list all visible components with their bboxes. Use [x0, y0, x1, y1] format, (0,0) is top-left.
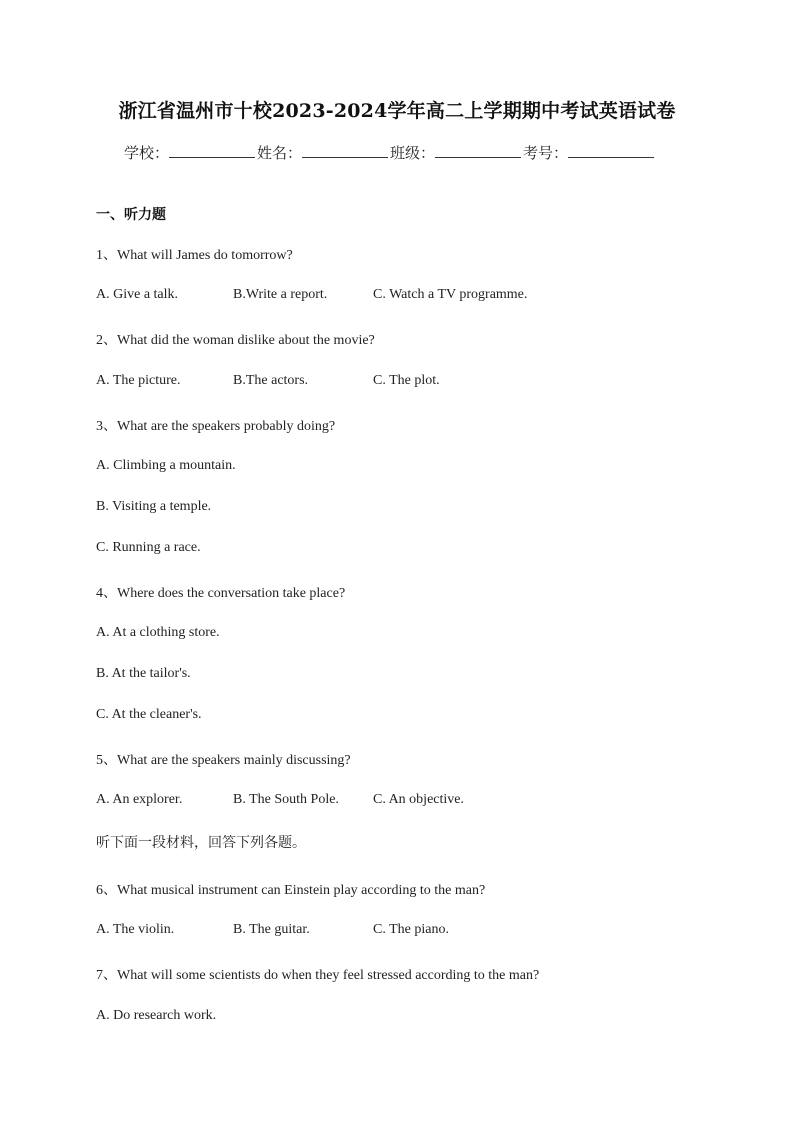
question-5: 5、What are the speakers mainly discussing? [96, 753, 351, 768]
q1-option-b: B.Write a report. [233, 287, 328, 302]
q1-option-c: C. Watch a TV programme. [373, 287, 528, 302]
q7-option-a: A. Do research work. [96, 1008, 217, 1023]
exam-number-field [523, 142, 656, 163]
class-blank [435, 143, 521, 158]
q2-option-b: B.The actors. [233, 373, 309, 388]
q3-option-c: C. Running a race. [96, 540, 201, 555]
q2-option-a: A. The picture. [96, 373, 181, 388]
page-title: 浙江省温州市十校2023-2024学年高二上学期期中考试英语试卷 [118, 100, 676, 122]
q3-option-b: B. Visiting a temple. [96, 499, 212, 514]
name-field [257, 142, 390, 163]
school-field [124, 142, 257, 163]
class-label: 班级： [390, 144, 436, 162]
question-1: 1、What will James do tomorrow? [96, 248, 293, 263]
question-3: 3、What are the speakers probably doing? [96, 419, 336, 434]
question-6: 6、What musical instrument can Einstein play according to the man? [96, 883, 486, 898]
exam-number-blank [568, 143, 654, 158]
name-blank [302, 143, 388, 158]
q6-option-b: B. The guitar. [233, 922, 310, 937]
q2-option-c: C. The plot. [373, 373, 440, 388]
question-7: 7、What will some scientists do when they feel stressed according to the man? [96, 968, 540, 983]
q5-option-a: A. An explorer. [96, 792, 183, 807]
listening-instruction: 听下面一段材料，回答下列各题。 [96, 835, 306, 851]
q6-option-c: C. The piano. [373, 922, 449, 937]
q3-option-a: A. Climbing a mountain. [96, 458, 236, 473]
class-field [390, 142, 523, 163]
q6-option-a: A. The violin. [96, 922, 175, 937]
q4-option-a: A. At a clothing store. [96, 625, 220, 640]
exam-number-label: 考号： [523, 144, 569, 162]
student-info-row [124, 142, 656, 163]
question-4: 4、Where does the conversation take place? [96, 586, 346, 601]
section-heading: 一、听力题 [96, 207, 166, 223]
q5-option-c: C. An objective. [373, 792, 464, 807]
q4-option-c: C. At the cleaner's. [96, 707, 202, 722]
q5-option-b: B. The South Pole. [233, 792, 339, 807]
q1-option-a: A. Give a talk. [96, 287, 179, 302]
q4-option-b: B. At the tailor's. [96, 666, 191, 681]
school-blank [169, 143, 255, 158]
name-label: 姓名： [257, 144, 303, 162]
question-2: 2、What did the woman dislike about the movie? [96, 333, 375, 348]
school-label: 学校： [124, 144, 170, 162]
